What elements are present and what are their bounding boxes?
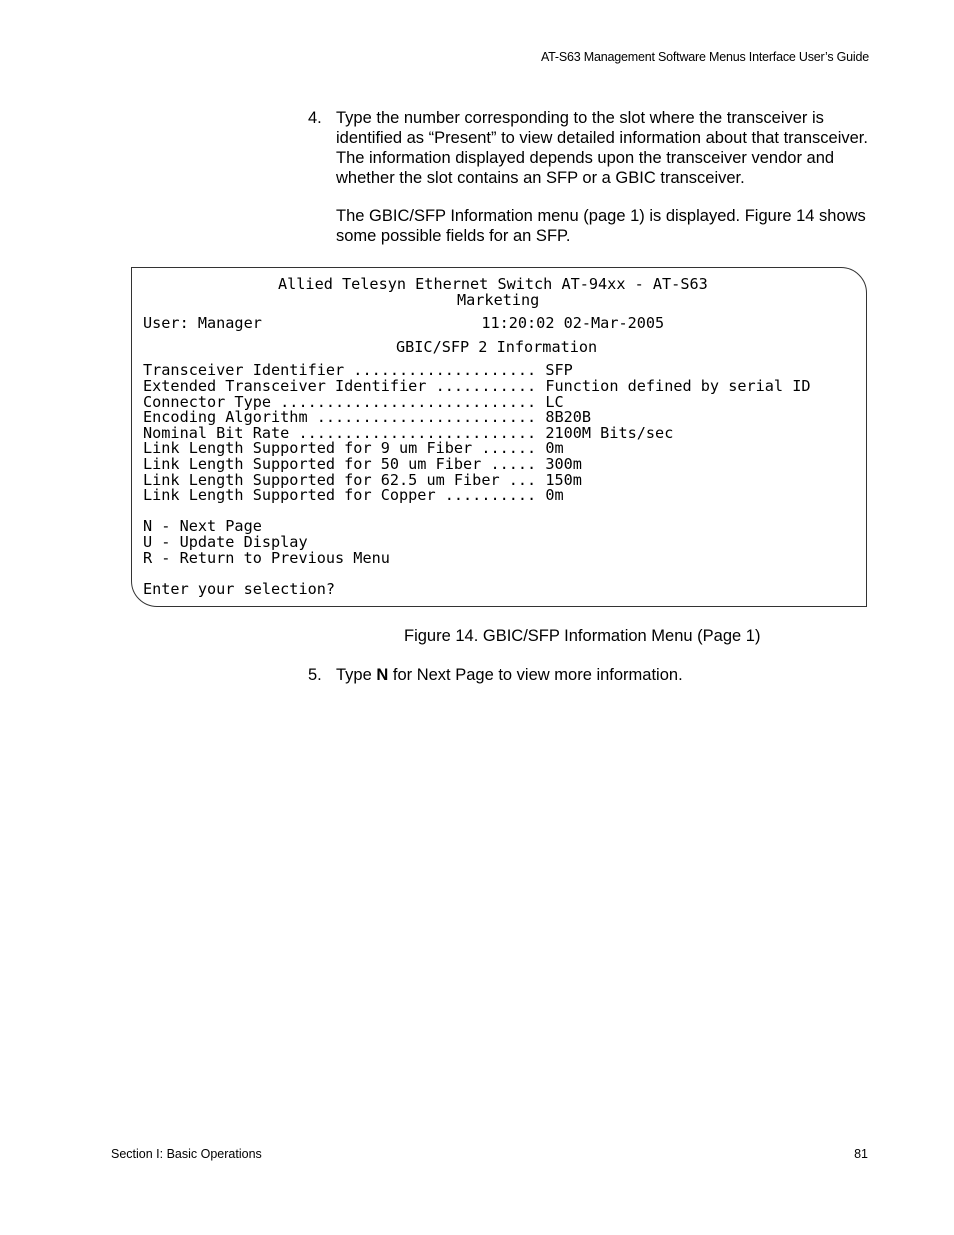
step-followup: The GBIC/SFP Information menu (page 1) is displayed. Figure 14 shows some possible fields for an SFP. [336, 207, 866, 245]
step-prefix: Type [336, 666, 377, 684]
terminal-text [143, 277, 811, 597]
step-key: N [376, 666, 389, 684]
terminal-subtitle: Marketing [457, 290, 540, 309]
field-connector-type: Connector Type ............................ LC [143, 392, 564, 411]
step-4 [308, 108, 868, 246]
field-transceiver-identifier: Transceiver Identifier .................... SFP [143, 361, 573, 380]
step-suffix: for Next Page to view more information. [388, 666, 683, 684]
option-return[interactable]: R - Return to Previous Menu [143, 548, 390, 567]
terminal-prompt[interactable]: Enter your selection? [143, 579, 336, 598]
running-header: AT-S63 Management Software Menus Interface User’s Guide [540, 50, 869, 64]
footer-section: Section I: Basic Operations [111, 1147, 262, 1161]
field-length-62um: Link Length Supported for 62.5 um Fiber ... 150m [143, 470, 582, 489]
field-nominal-bit-rate: Nominal Bit Rate .......................... 2100M Bits/sec [143, 423, 674, 442]
step-5 [308, 665, 868, 685]
terminal-title: Allied Telesyn Ethernet Switch AT-94xx - AT-S63 [278, 275, 708, 293]
field-length-50um: Link Length Supported for 50 um Fiber ..... 300m [143, 454, 582, 473]
step-number: 5. [308, 666, 322, 684]
page-number: 81 [854, 1147, 868, 1161]
step-number: 4. [308, 109, 322, 127]
field-extended-identifier: Extended Transceiver Identifier ........... Function defined by serial ID [143, 376, 811, 395]
step-text: Type the number corresponding to the slot where the transceiver is identified as “Present” to view detailed information about that transceiver. The information displayed depends upon the transceiver vendor and whether the slot contains an SFP or a GBIC transceiver. [336, 109, 868, 187]
terminal-user-line: User: Manager 11:20:02 02-Mar-2005 [143, 314, 665, 333]
terminal-screen [131, 267, 867, 607]
field-encoding-algorithm: Encoding Algorithm ........................ 8B20B [143, 408, 592, 427]
option-next-page[interactable]: N - Next Page [143, 517, 262, 536]
figure-caption: Figure 14. GBIC/SFP Information Menu (Page 1) [404, 627, 761, 645]
option-update-display[interactable]: U - Update Display [143, 532, 308, 551]
terminal-menu-title: GBIC/SFP 2 Information [396, 337, 598, 356]
field-length-copper: Link Length Supported for Copper .......... 0m [143, 486, 564, 505]
field-length-9um: Link Length Supported for 9 um Fiber ...... 0m [143, 439, 564, 458]
